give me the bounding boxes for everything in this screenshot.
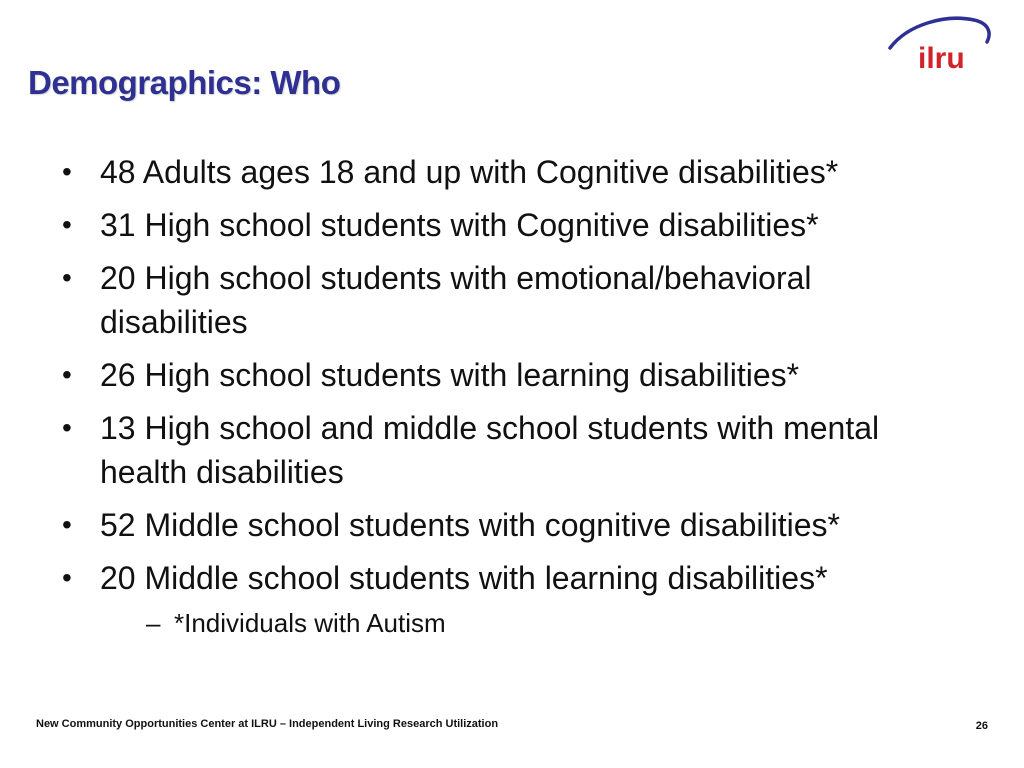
bullet-text: 13 High school and middle school students with mental health disabilities	[100, 410, 880, 490]
page-number: 26	[975, 720, 988, 732]
list-item	[56, 406, 960, 494]
bullet-text: 48 Adults ages 18 and up with Cognitive disabilities*	[100, 154, 839, 190]
ilru-logo	[884, 14, 996, 76]
list-item	[56, 353, 996, 397]
bullet-dot: •	[62, 509, 72, 540]
bullet-dot: •	[62, 359, 72, 390]
bullet-dot: •	[62, 412, 72, 443]
bullet-text: 52 Middle school students with cognitive disabilities*	[100, 507, 840, 543]
footer-organization: New Community Opportunities Center at ILRU – Independent Living Research Utilization	[36, 718, 499, 730]
sub-bullet-text: *Individuals with Autism	[174, 608, 446, 638]
list-item	[56, 256, 960, 344]
bullet-dot: •	[62, 262, 72, 293]
bullet-text: 31 High school students with Cognitive disabilities*	[100, 207, 819, 243]
ilru-logo-graphic	[884, 14, 996, 76]
bullet-text: 20 Middle school students with learning disabilities*	[100, 560, 828, 596]
list-item	[56, 556, 996, 600]
bullet-text: 26 High school students with learning disabilities*	[100, 357, 800, 393]
logo-text: ilru	[918, 42, 965, 75]
slide-title: Demographics: Who	[28, 64, 341, 101]
sub-list-item	[146, 605, 996, 641]
bullet-text: 20 High school students with emotional/behavioral disabilities	[100, 260, 812, 340]
list-item	[56, 150, 996, 194]
list-item	[56, 503, 996, 547]
bullet-dot: •	[62, 156, 72, 187]
bullet-dot: •	[62, 562, 72, 593]
bullet-list	[56, 150, 996, 641]
sub-bullet-dash: –	[146, 608, 161, 638]
list-item	[56, 203, 996, 247]
bullet-dot: •	[62, 209, 72, 240]
